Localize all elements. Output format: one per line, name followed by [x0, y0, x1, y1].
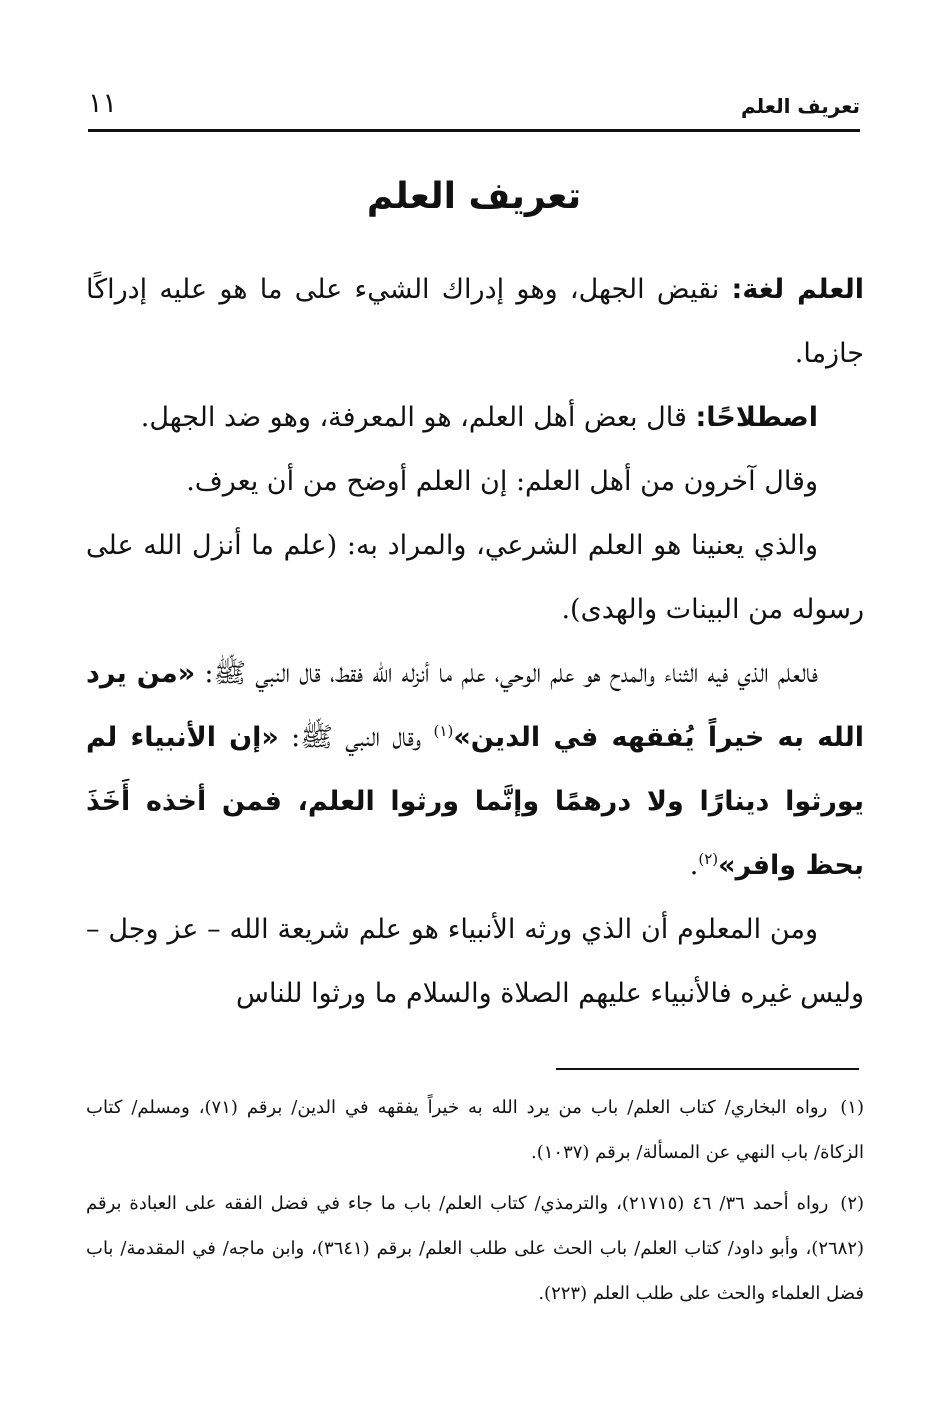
- footnote-ref-2: (٢): [698, 850, 719, 868]
- footnote-ref-1: (١): [433, 722, 454, 740]
- footnote-number: (١): [840, 1097, 864, 1118]
- paragraph-linguistic-definition: [86, 258, 864, 386]
- chapter-title: تعريف العلم: [366, 176, 582, 217]
- running-head-title: تعريف العلم: [740, 94, 860, 118]
- paragraph-technical-definition: [86, 386, 864, 450]
- footnote-1: [86, 1085, 864, 1175]
- paragraph-hadith: [86, 642, 864, 898]
- hadith-quote-2: «إن الأنبياء لم يورثوا دينارًا ولا درهمًا وإنَّما ورثوا العلم، فمن أخذه أَخَذَ بحظ وافر»: [86, 722, 864, 881]
- page-number: ١١: [88, 88, 118, 119]
- footnote-text: رواه البخاري/ كتاب العلم/ باب من يرد الله به خيراً يفقهه في الدين/ برقم (٧١)، ومسلم/ كتاب الزكاة/ باب النهي عن المسألة/ برقم (١٠٣٧).: [86, 1097, 864, 1163]
- paragraph-text: فالعلم الذي فيه الثناء والمدح هو علم الوحي، علم ما أنزله الله فقط، قال النبي ﷺ:: [195, 658, 819, 689]
- footnote-text: رواه أحمد ٣٦/ ٤٦ (٢١٧١٥)، والترمذي/ كتاب العلم/ باب ما جاء في فضل الفقه على العبادة برقم (٢٦٨٢)، وأبو داود/ كتاب العلم/ باب الحث على طلب العلم/ برقم (٣٦٤١)، وابن ماجه/ في المقدمة/ باب فضل العلماء والحث على طلب العلم (٢٢٣).: [86, 1193, 865, 1304]
- footnotes: [86, 1085, 864, 1322]
- footnote-number: (٢): [840, 1193, 865, 1214]
- header-rule: [88, 129, 860, 132]
- footnote-separator: [556, 1068, 859, 1070]
- paragraph-sharia-knowledge: والذي يعنينا هو العلم الشرعي، والمراد به: (علم ما أنزل الله على رسوله من البينات والهدى).: [86, 530, 864, 625]
- running-head: [88, 86, 860, 130]
- hadith-quote-1: «من يرد الله به خيراً يُفقهه في الدين»: [86, 658, 864, 753]
- paragraph-text: وقال النبي ﷺ:: [278, 722, 434, 753]
- footnote-2: [86, 1181, 864, 1316]
- paragraph-prophets-inheritance: ومن المعلوم أن الذي ورثه الأنبياء هو علم شريعة الله – عز وجل – وليس غيره فالأنبياء عليهم الصلاة والسلام ما ورثوا للناس: [86, 914, 864, 1009]
- body-text: [86, 258, 864, 1026]
- paragraph-text: قال بعض أهل العلم، هو المعرفة، وهو ضد الجهل.: [140, 402, 696, 433]
- term-technical: اصطلاحًا:: [695, 402, 818, 433]
- paragraph-text: نقيض الجهل، وهو إدراك الشيء على ما هو عليه إدراكًا جازما.: [86, 274, 864, 369]
- term-linguistic: العلم لغة:: [731, 274, 864, 305]
- paragraph-others-said: وقال آخرون من أهل العلم: إن العلم أوضح من أن يعرف.: [186, 466, 818, 497]
- paragraph-text: .: [689, 850, 699, 881]
